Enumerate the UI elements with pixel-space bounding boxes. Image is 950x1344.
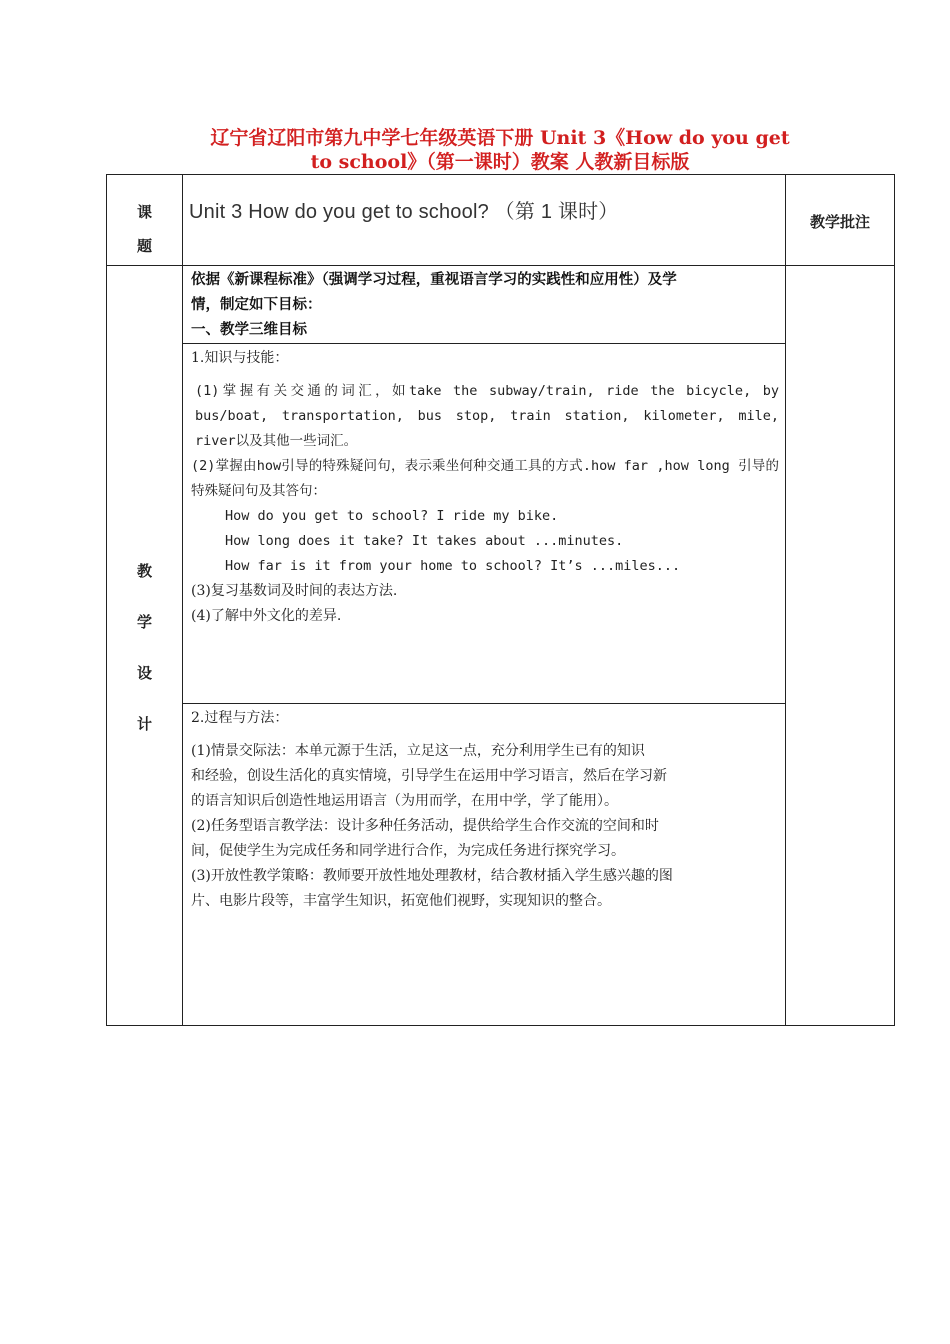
topic-label-char: 题 [136,237,152,255]
process-section [183,704,785,914]
objective-item: (1)掌握有关交通的词汇，如take the subway/train, ride the bicycle, by bus/boat, transportation, bus stop, train station, kilometer, mile, river以及其他一些词汇。 [195,383,779,449]
annotation-header: 教学批注 [809,213,870,231]
section-heading: 1.知识与技能： [191,350,289,366]
example-sentence: How long does it take? It takes about ...minutes. [225,533,624,549]
objectives-heading: 一、教学三维目标 [191,322,307,338]
design-label-char: 设 [136,663,152,682]
annotation-header-cell [786,175,895,266]
design-label-char: 学 [136,612,152,631]
example-sentence: How far is it from your home to school? It’s ...miles... [225,558,681,574]
intro-line: 情，制定如下目标： [191,297,322,313]
topic-row [107,175,895,266]
knowledge-section [183,344,785,629]
method-line: 和经验，创设生活化的真实情境，引导学生在运用中学习语言，然后在学习新 [191,768,667,784]
design-row [107,266,895,344]
intro-text [183,266,785,343]
topic-label-cell [107,175,183,266]
section-heading: 2.过程与方法： [191,710,289,726]
title-line-1: 辽宁省辽阳市第九中学七年级英语下册 Unit 3《How do you get [210,127,790,149]
design-label-char: 教 [136,561,152,580]
intro-line: 依据《新课程标准》（强调学习过程，重视语言学习的实践性和应用性）及学 [191,272,677,288]
topic-cell [183,175,786,266]
lesson-topic: Unit 3 How do you get to school? （第 1 课时） [189,201,619,223]
method-line: 间，促使学生为完成任务和同学进行合作，为完成任务进行探究学习。 [191,843,625,859]
design-label-cell [107,266,183,1026]
title-line-2: to school》（第一课时）教案 人教新目标版 [310,151,690,173]
method-line: 片、电影片段等，丰富学生知识，拓宽他们视野，实现知识的整合。 [191,893,611,909]
topic-label-char: 课 [136,203,152,221]
intro-cell [183,266,786,344]
knowledge-row [107,344,895,704]
method-line: (3)开放性教学策略：教师要开放性地处理教材，结合教材插入学生感兴趣的图 [191,868,673,884]
example-sentence: How do you get to school? I ride my bike. [225,508,559,524]
process-row [107,704,895,1026]
method-line: (2)任务型语言教学法：设计多种任务活动，提供给学生合作交流的空间和时 [191,818,659,834]
annotation-cell [786,266,895,1026]
process-cell [183,704,786,1026]
method-line: 的语言知识后创造性地运用语言（为用而学，在用中学，学了能用）。 [191,793,618,809]
objective-item: (4)了解中外文化的差异. [191,608,342,624]
knowledge-cell [183,344,786,704]
lesson-plan-table [106,174,895,1026]
document-title [110,126,890,174]
design-label-char: 计 [136,714,152,733]
method-line: (1)情景交际法：本单元源于生活，立足这一点，充分利用学生已有的知识 [191,743,645,759]
objective-item: (2)掌握由how引导的特殊疑问句，表示乘坐何种交通工具的方式.how far ,how long 引导的特殊疑问句及其答句： [191,458,779,499]
objective-item: (3)复习基数词及时间的表达方法. [191,583,398,599]
